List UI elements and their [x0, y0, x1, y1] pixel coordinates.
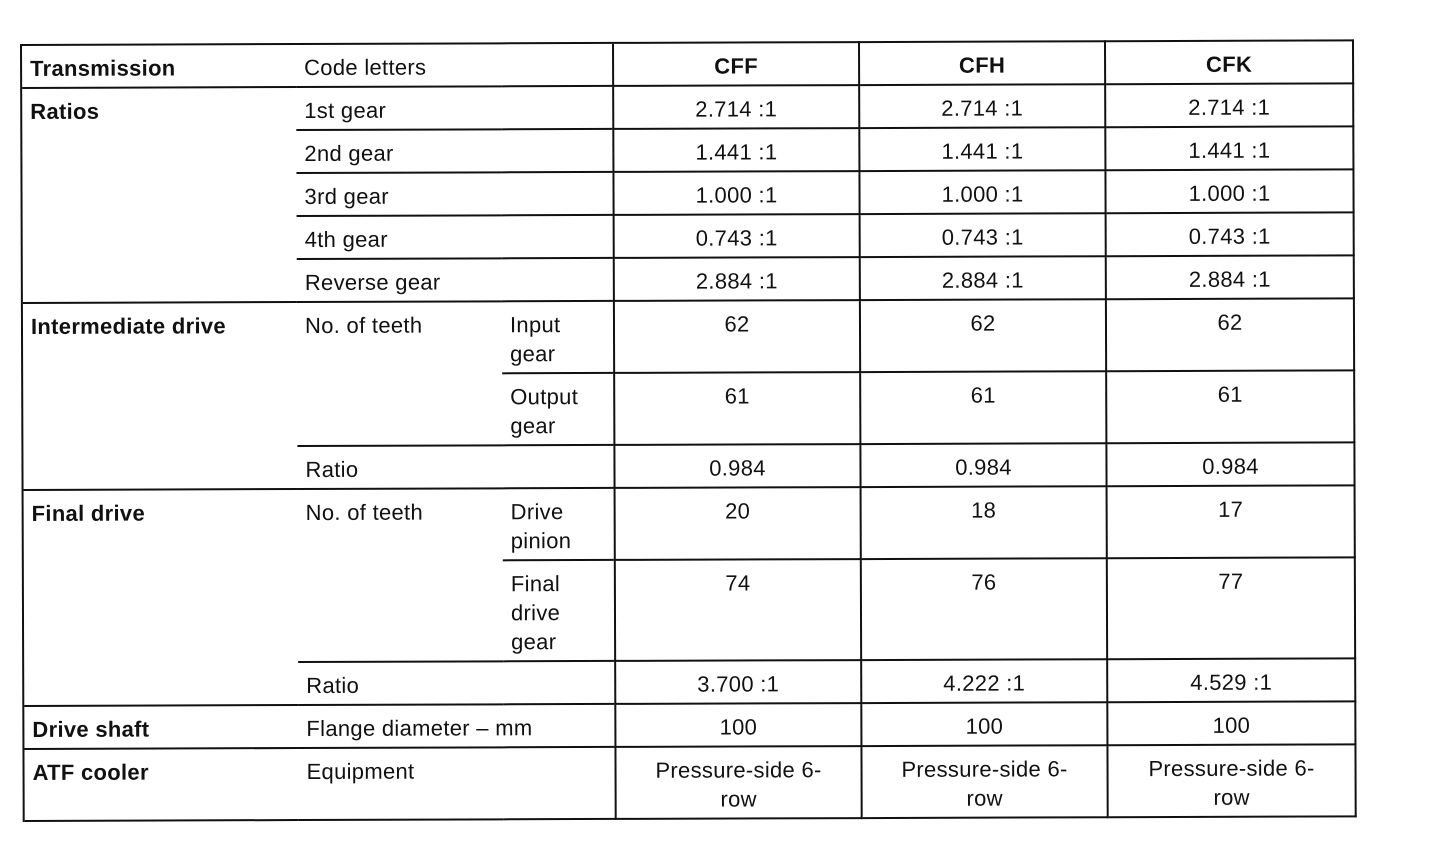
group-label: Intermediate drive [22, 302, 298, 490]
value-cell: 100 [1107, 701, 1355, 745]
param-label: 4th gear [297, 215, 614, 259]
value-cell: 1.441 :1 [859, 127, 1105, 171]
sub-label: Drive pinion [503, 488, 615, 560]
group-label: Final drive [23, 489, 299, 706]
group-label: Drive shaft [23, 705, 298, 749]
value-cell: 1.441 :1 [1105, 126, 1353, 170]
value-cell: 1.000 :1 [1105, 169, 1353, 213]
value-cell: 2.714 :1 [613, 85, 859, 129]
group-label: Transmission [21, 44, 296, 88]
value-cell: 2.884 :1 [1106, 255, 1354, 299]
value-cell: 100 [615, 703, 861, 747]
value-cell: 18 [861, 486, 1107, 559]
value-cell: 0.984 [1106, 442, 1354, 486]
param-label: Code letters [296, 43, 613, 87]
value-cell: 2.884 :1 [614, 257, 860, 301]
value-cell: 2.714 :1 [1105, 83, 1353, 127]
value-cell: 62 [614, 300, 860, 373]
value-cell [615, 746, 861, 819]
value-cell: 0.743 :1 [614, 214, 860, 258]
param-label: Ratio [297, 445, 614, 489]
table-row [22, 298, 1354, 375]
table-row [21, 40, 1353, 88]
value-cell: CFK [1105, 40, 1353, 84]
value-cell: 62 [860, 299, 1106, 372]
value-cell: 2.714 :1 [859, 84, 1105, 128]
param-label: 2nd gear [296, 129, 613, 173]
table-row [23, 485, 1355, 562]
param-label: Reverse gear [297, 258, 614, 302]
value-cell: 4.529 :1 [1107, 658, 1355, 702]
value-cell: 0.743 :1 [860, 213, 1106, 257]
value-cell: 2.884 :1 [860, 256, 1106, 300]
sub-label: Final drive gear [503, 560, 615, 661]
spec-table [20, 39, 1357, 822]
value-cell [861, 745, 1107, 818]
value-cell: 77 [1107, 557, 1355, 659]
param-label: No. of teeth [298, 488, 504, 662]
value-cell: 61 [860, 371, 1106, 444]
value-cell: 1.000 :1 [613, 171, 859, 215]
value-cell: CFH [859, 41, 1105, 85]
value-cell: 1.441 :1 [613, 128, 859, 172]
value-text: Pressure-side 6-row [1148, 755, 1315, 810]
group-label: Ratios [21, 87, 297, 303]
value-cell: CFF [613, 42, 859, 86]
param-label: 3rd gear [296, 172, 613, 216]
value-cell [1107, 744, 1355, 817]
value-cell: 61 [614, 372, 860, 445]
table-row [23, 701, 1355, 749]
value-cell: 20 [615, 487, 861, 560]
value-cell: 0.743 :1 [1106, 212, 1354, 256]
param-label: 1st gear [296, 86, 613, 130]
param-label: Ratio [298, 661, 615, 705]
sub-label: Output gear [502, 373, 614, 445]
value-cell: 0.984 [860, 443, 1106, 487]
value-cell: 17 [1107, 485, 1355, 558]
value-cell: 76 [861, 558, 1107, 660]
value-text: Pressure-side 6-row [655, 757, 822, 812]
value-cell: 62 [1106, 298, 1354, 371]
group-label: ATF cooler [23, 748, 298, 821]
param-label: No. of teeth [297, 301, 503, 446]
param-label: Equipment [298, 747, 615, 820]
value-cell: 0.984 [614, 444, 860, 488]
value-cell: 100 [861, 702, 1107, 746]
table-row [21, 83, 1353, 131]
table-row [23, 744, 1355, 821]
value-cell: 4.222 :1 [861, 659, 1107, 703]
value-cell: 74 [615, 559, 861, 661]
value-cell: 61 [1106, 370, 1354, 443]
value-cell: 1.000 :1 [859, 170, 1105, 214]
param-label: Flange diameter – mm [298, 704, 615, 748]
value-text: Pressure-side 6-row [901, 756, 1068, 811]
sub-label: Input gear [502, 301, 614, 373]
value-cell: 3.700 :1 [615, 660, 861, 704]
